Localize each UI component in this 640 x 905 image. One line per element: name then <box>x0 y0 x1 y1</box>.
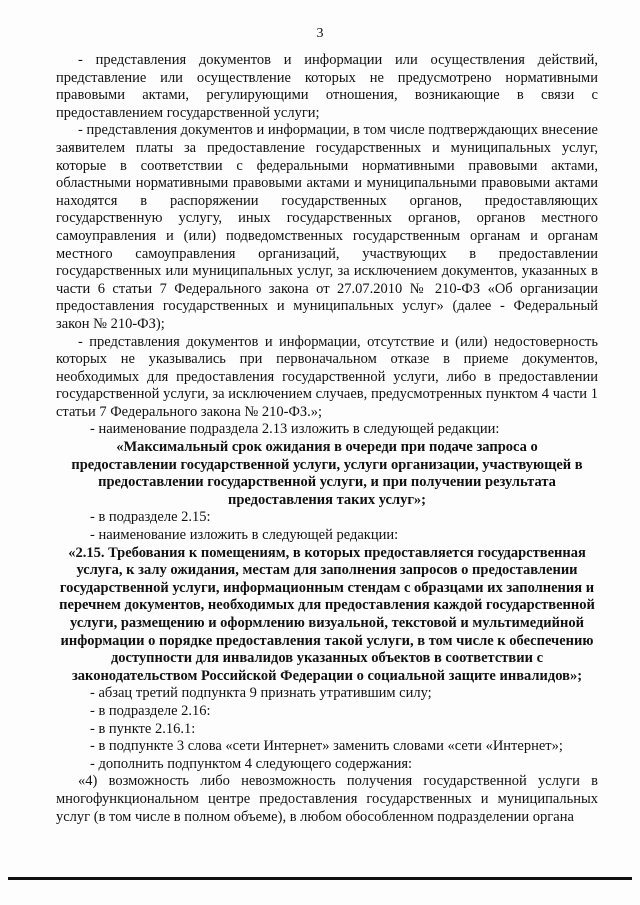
line-naming: - наименование изложить в следующей редакции: <box>90 527 399 544</box>
final-paragraph: «4) возможность либо невозможность получения государственной услуги в многофункциональном центре предоставления государственных и муниципальных услуг (в том числе в полном объеме), в любом обособленном подразделении органа <box>56 773 598 825</box>
line-after-1: - абзац третий подпункта 9 признать утратившим силу; <box>90 685 432 702</box>
line-after-3: - в пункте 2.16.1: <box>90 720 196 737</box>
document-body <box>56 52 598 826</box>
line-after-4: - в подпункте 3 слова «сети Интернет» заменить словами «сети «Интернет»; <box>90 738 563 755</box>
paragraph-3: - представления документов и информации, отсутствие и (или) недостоверность которых не указывались при первоначальном отказе в приеме документов, необходимых для предоставления государственной услуги, либо в предоставлении государственной услуги, за исключением случаев, предусмотренных пунктом 4 части 1 статьи 7 Федерального закона № 210-ФЗ.»; <box>56 333 598 420</box>
paragraph-2: - представления документов и информации, в том числе подтверждающих внесение заявителем платы за предоставление государственных и муниципальных услуг, которые в соответствии с федеральными нормативными правовыми актами, областными нормативными правовыми актами и муниципальными правовыми актами находятся в распоряжении государственных органов, предоставляющих государственную услугу, иных государственных органов, органов местного самоуправления и (или) подведомственных государственным органам и органам местного самоуправления организаций, участвующих в предоставлении государственных или муниципальных услуг, за исключением документов, указанных в части 6 статьи 7 Федерального закона от 27.07.2010 № 210-ФЗ «Об организации предоставления государственных и муниципальных услуг» (далее - Федеральный закон № 210-ФЗ); <box>56 122 598 332</box>
line-after-2: - в подразделе 2.16: <box>90 702 211 719</box>
line-after-5: - дополнить подпунктом 4 следующего содержания: <box>90 755 413 772</box>
heading-2-15: «2.15. Требования к помещениям, в которых предоставляется государственная услуга, к залу ожидания, местам для заполнения запросов о предоставлении государственной услуги, информационным стендам с образцами их заполнения и перечнем документов, необходимых для предоставления каждой государственной услуги, размещению и оформлению визуальной, текстовой и мультимедийной информации о порядке предоставления такой услуги, в том числе к обеспечению доступности для инвалидов указанных объектов в соответствии с законодательством Российской Федерации о социальной защите инвалидов»; <box>59 544 595 684</box>
page-number: 3 <box>316 26 324 41</box>
paragraph-1: - представления документов и информации или осуществления действий, представление или осуществление которых не предусмотрено нормативными правовыми актами, регулирующими отношения, возникающие в связи с предоставлением государственной услуги; <box>56 52 598 121</box>
line-subsection-2-15: - в подразделе 2.15: <box>90 509 211 526</box>
bottom-border <box>8 877 632 880</box>
heading-2-13: «Максимальный срок ожидания в очереди при подаче запроса о предоставлении государственной услуги, услуги организации, участвующей в предоставлении государственной услуги, и при получении результата предоставления таких услуг»; <box>71 439 583 508</box>
paragraph-4: - наименование подраздела 2.13 изложить в следующей редакции: <box>90 421 500 438</box>
